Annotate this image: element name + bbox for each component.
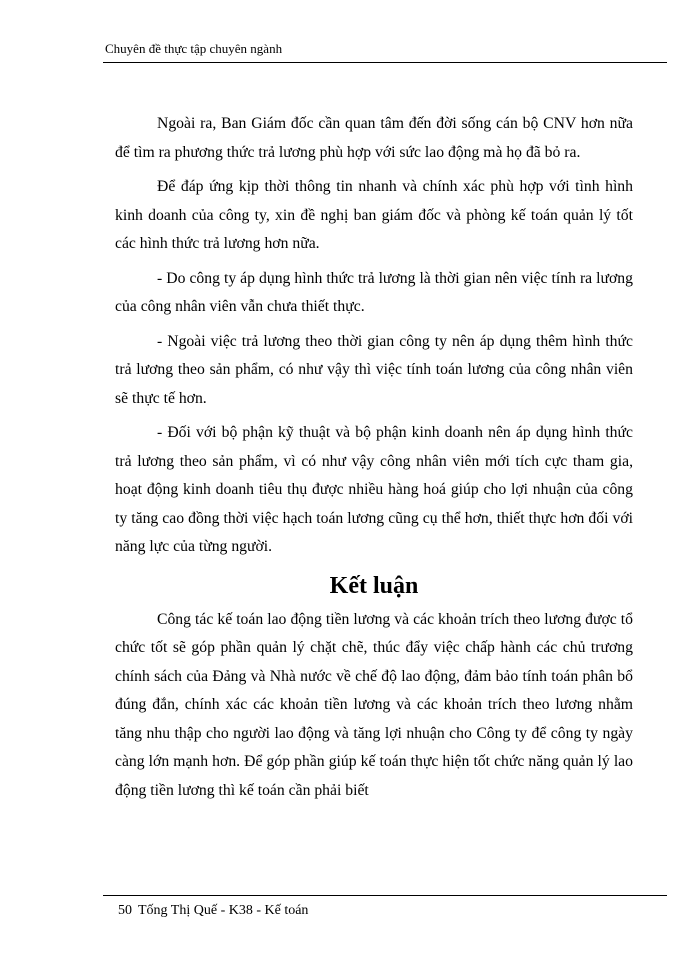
page-footer: [118, 902, 308, 920]
paragraph: Ngoài ra, Ban Giám đốc cần quan tâm đến đời sống cán bộ CNV hơn nữa để tìm ra phương thức trả lương phù hợp với sức lao động mà họ đã bỏ ra.: [115, 115, 633, 161]
header-divider: [103, 62, 667, 63]
page-number: 50: [118, 903, 132, 918]
footer-author: Tống Thị Quế - K38 - Kế toán: [138, 903, 309, 918]
paragraph: - Đối với bộ phận kỹ thuật và bộ phận kinh doanh nên áp dụng hình thức trả lương theo sản phẩm, vì có như vậy công nhân viên mới tích cực tham gia, hoạt động kinh doanh tiêu thụ được nhiều hàng hoá giúp cho lợi nhuận của công ty tăng cao đồng thời việc hạch toán lương cũng cụ thể hơn, thiết thực hơn đối với năng lực của từng người.: [115, 424, 633, 555]
page-body: [115, 110, 633, 811]
page-header: Chuyên đề thực tập chuyên ngành: [105, 41, 283, 56]
paragraph: - Ngoài việc trả lương theo thời gian công ty nên áp dụng thêm hình thức trả lương theo sản phẩm, có như vậy thì việc tính toán lương của công nhân viên sẽ thực tế hơn.: [115, 332, 633, 407]
section-heading: Kết luận: [329, 572, 419, 599]
paragraph: Công tác kế toán lao động tiền lương và các khoản trích theo lương được tổ chức tốt sẽ góp phần quản lý chặt chẽ, thúc đẩy việc chấp hành các chủ trương chính sách của Đảng và Nhà nước về chế độ lao động, đảm bảo tính toán phân bổ đúng đắn, chính xác các khoản tiền lương và các khoản trích theo lương nhằm tăng nhu thập cho người lao động và tăng lợi nhuận cho Công ty để công ty ngày càng lớn mạnh hơn. Để góp phần giúp kế toán thực hiện tốt chức năng quản lý lao động tiền lương thì kế toán cần phải biết: [115, 610, 633, 799]
paragraph: - Do công ty áp dụng hình thức trả lương là thời gian nên việc tính ra lương của công nhân viên vẫn chưa thiết thực.: [115, 269, 633, 315]
paragraph: Để đáp ứng kịp thời thông tin nhanh và chính xác phù hợp với tình hình kinh doanh của công ty, xin đề nghị ban giám đốc và phòng kế toán quản lý tốt các hình thức trả lương hơn nữa.: [115, 178, 633, 252]
footer-divider: [103, 895, 667, 896]
